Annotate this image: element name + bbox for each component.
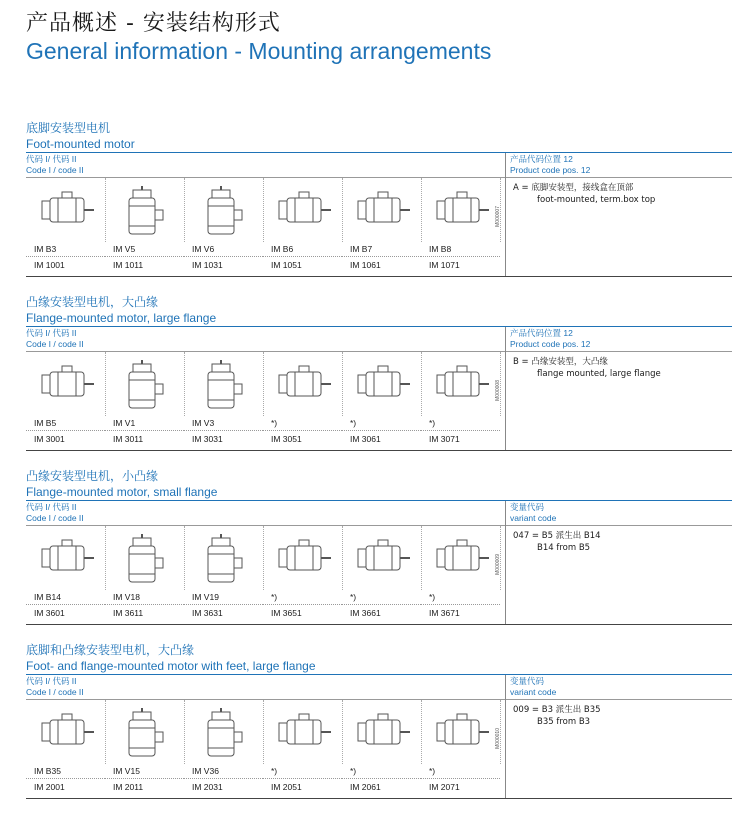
motor-horizontal-icon — [32, 706, 98, 758]
right-header — [510, 502, 556, 524]
motor-vertical-icon — [111, 706, 177, 764]
table-header — [26, 327, 732, 352]
code-two: IM 1001 — [34, 260, 65, 270]
right-header-cn: 变量代码 — [510, 502, 545, 512]
right-header-en: Product code pos. 12 — [510, 165, 591, 175]
code-one: IM V19 — [192, 592, 219, 602]
code-two: IM 1011 — [113, 260, 144, 270]
mounting-cell — [105, 178, 184, 276]
motor-picture — [263, 700, 343, 764]
mounting-table — [26, 500, 732, 625]
mounting-cell — [105, 700, 184, 798]
section-title-cn: 凸缘安装型电机，小凸缘 — [26, 469, 159, 483]
code-two: IM 2071 — [429, 782, 460, 792]
code-two: IM 3051 — [271, 434, 302, 444]
motor-horizontal-icon — [427, 358, 493, 410]
motor-picture — [421, 700, 501, 764]
right-header-en: Product code pos. 12 — [510, 339, 591, 349]
right-line-1: A = 底脚安装型，接线盒在顶部 — [513, 183, 634, 193]
code-two: IM 3631 — [192, 608, 223, 618]
motor-horizontal-icon — [269, 358, 335, 410]
mounting-cell — [105, 352, 184, 450]
section-title-en: Foot-mounted motor — [26, 137, 135, 151]
code-one: IM V3 — [192, 418, 215, 428]
right-line-1: 047 = B5 派生出 B14 — [513, 531, 601, 541]
code-header — [26, 502, 84, 524]
code-header-en: Code I / code II — [26, 687, 84, 697]
mounting-cell — [421, 700, 500, 798]
code-two: IM 2011 — [113, 782, 144, 792]
motor-picture — [26, 352, 106, 416]
motor-picture — [105, 352, 185, 416]
motor-picture — [184, 526, 264, 590]
mounting-cell — [342, 178, 421, 276]
table-body — [26, 700, 732, 798]
code-one: IM V6 — [192, 244, 215, 254]
code-two: IM 1061 — [350, 260, 381, 270]
code-two: IM 2001 — [34, 782, 65, 792]
motor-horizontal-icon — [348, 706, 414, 758]
section-title-en: Foot- and flange-mounted motor with feet, large flange — [26, 659, 316, 673]
code-one: IM V15 — [113, 766, 140, 776]
motor-picture — [184, 700, 264, 764]
motor-picture — [263, 178, 343, 242]
right-line-2: flange mounted, large flange — [537, 369, 661, 379]
right-line-1: 009 = B3 派生出 B35 — [513, 705, 601, 715]
motor-picture — [26, 178, 106, 242]
figure-mark: M000008 — [495, 380, 501, 401]
code-header — [26, 328, 84, 350]
table-header — [26, 675, 732, 700]
section-title-cn: 凸缘安装型电机，大凸缘 — [26, 295, 159, 309]
right-line-2: B35 from B3 — [537, 717, 591, 727]
table-header — [26, 153, 732, 178]
motor-horizontal-icon — [427, 184, 493, 236]
mounting-cell — [421, 352, 500, 450]
mounting-cell — [26, 352, 105, 450]
code-two: IM 3011 — [113, 434, 144, 444]
code-one: *) — [271, 766, 278, 776]
code-two: IM 3031 — [192, 434, 223, 444]
code-two: IM 2051 — [271, 782, 302, 792]
mounting-cell — [26, 178, 105, 276]
section-title-cn: 底脚和凸缘安装型电机，大凸缘 — [26, 643, 195, 657]
code-two: IM 2061 — [350, 782, 381, 792]
motor-horizontal-icon — [32, 532, 98, 584]
motor-picture — [342, 700, 422, 764]
code-two: IM 3601 — [34, 608, 65, 618]
mounting-cell — [421, 526, 500, 624]
mounting-cell — [263, 352, 342, 450]
figure-mark: M000007 — [495, 206, 501, 227]
code-two: IM 3071 — [429, 434, 460, 444]
code-one: IM B3 — [34, 244, 57, 254]
mounting-cell — [184, 700, 263, 798]
section-2 — [26, 294, 732, 451]
code-two: IM 3611 — [113, 608, 144, 618]
mounting-cell — [342, 526, 421, 624]
code-header-en: Code I / code II — [26, 165, 84, 175]
code-one: IM V1 — [113, 418, 136, 428]
motor-picture — [105, 700, 185, 764]
motor-picture — [105, 526, 185, 590]
code-two: IM 3671 — [429, 608, 460, 618]
motor-picture — [342, 178, 422, 242]
motor-picture — [421, 526, 501, 590]
code-two: IM 3661 — [350, 608, 381, 618]
motor-picture — [263, 526, 343, 590]
right-line-2: foot-mounted, term.box top — [537, 195, 656, 205]
right-description — [513, 182, 655, 206]
motor-horizontal-icon — [32, 358, 98, 410]
code-one: IM B6 — [271, 244, 294, 254]
motor-picture — [421, 178, 501, 242]
code-one: *) — [429, 766, 436, 776]
motor-picture — [342, 352, 422, 416]
code-two: IM 3651 — [271, 608, 302, 618]
mounting-cell — [26, 526, 105, 624]
code-one: *) — [429, 418, 436, 428]
figure-mark: M000009 — [495, 554, 501, 575]
code-one: IM V18 — [113, 592, 140, 602]
code-one: *) — [429, 592, 436, 602]
motor-vertical-icon — [190, 532, 256, 590]
section-title-en: Flange-mounted motor, large flange — [26, 311, 217, 325]
section-title-cn: 底脚安装型电机 — [26, 121, 111, 135]
motor-picture — [263, 352, 343, 416]
right-header — [510, 328, 590, 350]
motor-picture — [26, 700, 106, 764]
right-header — [510, 154, 590, 176]
code-two: IM 2031 — [192, 782, 223, 792]
motor-vertical-icon — [111, 184, 177, 242]
mounting-cell — [184, 352, 263, 450]
table-header — [26, 501, 732, 526]
motor-horizontal-icon — [348, 184, 414, 236]
motor-horizontal-icon — [32, 184, 98, 236]
mounting-cell — [263, 700, 342, 798]
code-one: IM V36 — [192, 766, 219, 776]
right-header-cn: 产品代码位置 12 — [510, 328, 573, 338]
motor-vertical-icon — [111, 358, 177, 416]
code-one: IM B8 — [429, 244, 452, 254]
right-line-1: B = 凸缘安装型，大凸缘 — [513, 357, 608, 367]
code-one: IM B7 — [350, 244, 373, 254]
code-header — [26, 676, 84, 698]
right-header-cn: 产品代码位置 12 — [510, 154, 573, 164]
table-body — [26, 352, 732, 450]
right-header-cn: 变量代码 — [510, 676, 545, 686]
motor-picture — [184, 178, 264, 242]
mounting-cell — [421, 178, 500, 276]
motor-horizontal-icon — [348, 358, 414, 410]
mounting-cell — [342, 352, 421, 450]
motor-vertical-icon — [190, 184, 256, 242]
motor-picture — [342, 526, 422, 590]
code-two: IM 1051 — [271, 260, 302, 270]
code-header-en: Code I / code II — [26, 339, 84, 349]
motor-horizontal-icon — [269, 184, 335, 236]
code-two: IM 1031 — [192, 260, 223, 270]
code-one: *) — [350, 418, 357, 428]
section-1 — [26, 120, 732, 277]
code-one: IM B35 — [34, 766, 61, 776]
section-4 — [26, 642, 732, 799]
code-header-en: Code I / code II — [26, 513, 84, 523]
motor-picture — [421, 352, 501, 416]
code-one: IM B5 — [34, 418, 57, 428]
mounting-cell — [184, 178, 263, 276]
right-line-2: B14 from B5 — [537, 543, 591, 553]
code-one: *) — [350, 592, 357, 602]
mounting-table — [26, 152, 732, 277]
motor-picture — [26, 526, 106, 590]
code-one: *) — [271, 418, 278, 428]
code-header-cn: 代码 I/ 代码 II — [26, 676, 77, 686]
mounting-table — [26, 326, 732, 451]
motor-horizontal-icon — [427, 532, 493, 584]
code-header — [26, 154, 84, 176]
right-header — [510, 676, 556, 698]
motor-horizontal-icon — [269, 706, 335, 758]
right-description — [513, 356, 661, 380]
motor-horizontal-icon — [269, 532, 335, 584]
code-one: *) — [350, 766, 357, 776]
section-title-en: Flange-mounted motor, small flange — [26, 485, 218, 499]
figure-mark: M000010 — [495, 728, 501, 749]
mounting-cell — [184, 526, 263, 624]
page-title-en: General information - Mounting arrangements — [26, 38, 492, 64]
code-one: IM V5 — [113, 244, 136, 254]
right-description — [513, 530, 601, 554]
motor-vertical-icon — [111, 532, 177, 590]
code-header-cn: 代码 I/ 代码 II — [26, 328, 77, 338]
motor-vertical-icon — [190, 706, 256, 764]
section-3 — [26, 468, 732, 625]
code-two: IM 1071 — [429, 260, 460, 270]
code-one: *) — [271, 592, 278, 602]
motor-horizontal-icon — [427, 706, 493, 758]
mounting-cell — [263, 178, 342, 276]
mounting-cell — [105, 526, 184, 624]
motor-picture — [105, 178, 185, 242]
table-body — [26, 526, 732, 624]
mounting-cell — [342, 700, 421, 798]
right-header-en: variant code — [510, 513, 557, 523]
code-header-cn: 代码 I/ 代码 II — [26, 502, 77, 512]
right-description — [513, 704, 601, 728]
mounting-cell — [26, 700, 105, 798]
code-header-cn: 代码 I/ 代码 II — [26, 154, 77, 164]
right-header-en: variant code — [510, 687, 557, 697]
motor-vertical-icon — [190, 358, 256, 416]
mounting-cell — [263, 526, 342, 624]
code-two: IM 3001 — [34, 434, 65, 444]
code-one: IM B14 — [34, 592, 61, 602]
code-two: IM 3061 — [350, 434, 381, 444]
table-body — [26, 178, 732, 276]
mounting-table — [26, 674, 732, 799]
motor-horizontal-icon — [348, 532, 414, 584]
motor-picture — [184, 352, 264, 416]
page-title-cn: 产品概述 - 安装结构形式 — [26, 11, 281, 36]
